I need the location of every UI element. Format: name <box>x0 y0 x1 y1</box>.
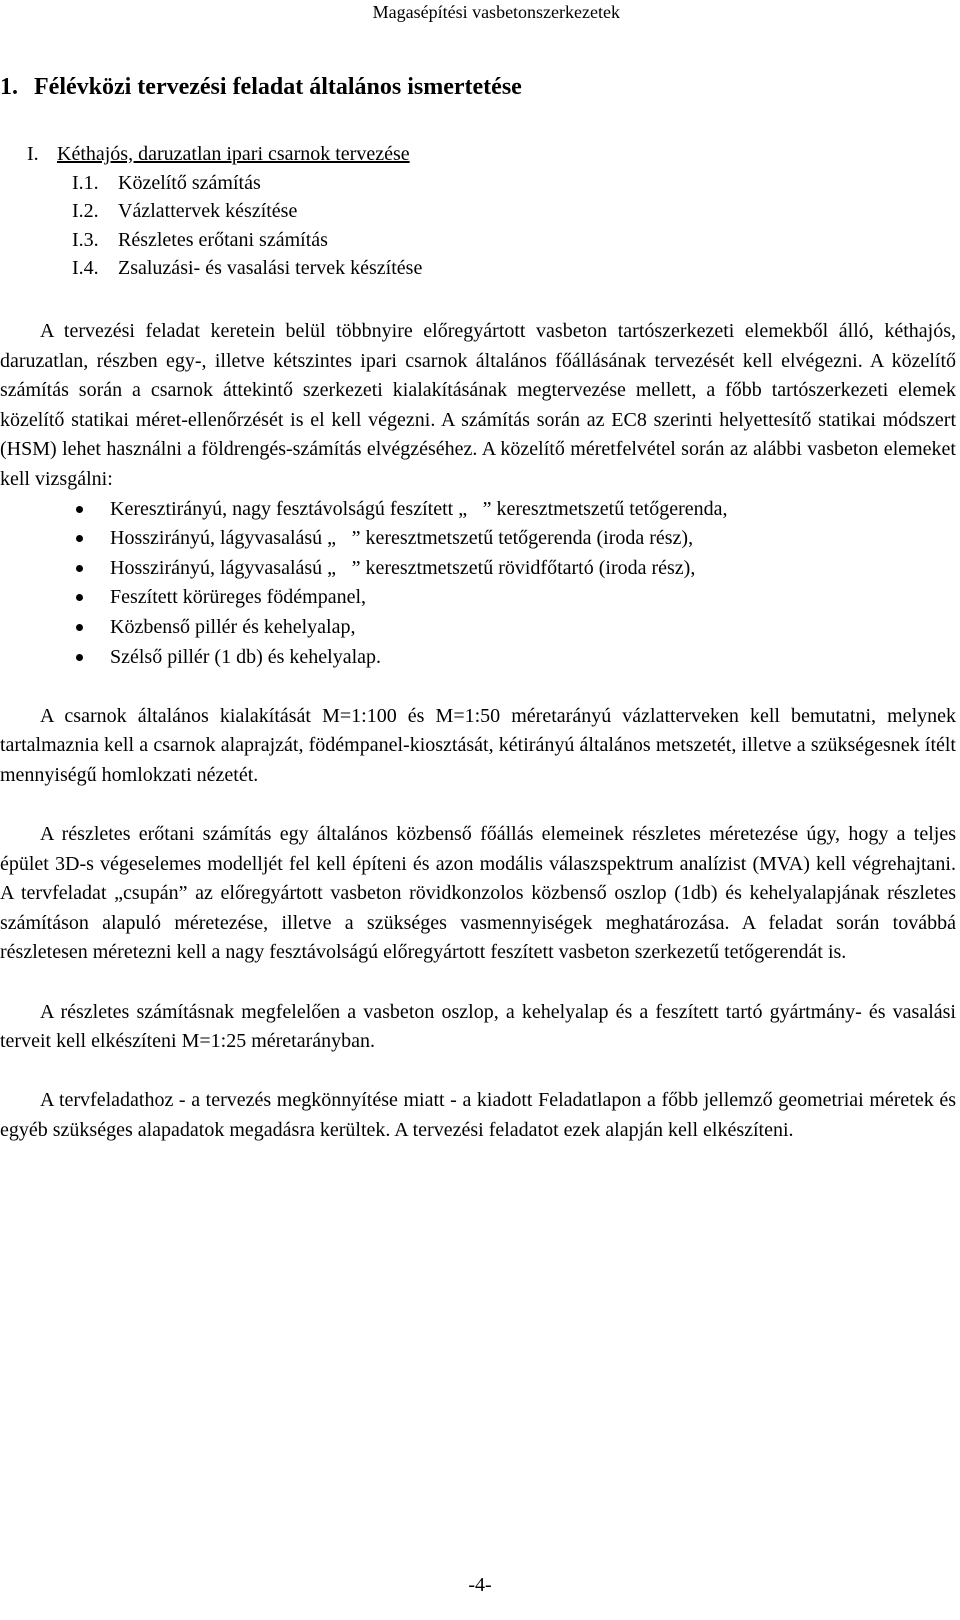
outline-item-label: I.4. <box>72 257 99 279</box>
paragraph: A csarnok általános kialakítását M=1:100 és M=1:50 méretarányú vázlatterveken kell bemutatni, melynek tartalmaznia kell a csarnok alaprajzát, födémpanel-kiosztását, kétirányú általános metszetét, illetve a szükségesnek ítélt mennyiségű homlokzati nézetét. <box>0 704 956 786</box>
outline-item <box>27 169 422 198</box>
bullet-icon <box>76 506 83 513</box>
list-item-text: Szélső pillér (1 db) és kehelyalap. <box>110 645 382 668</box>
page-number: -4- <box>468 1574 492 1596</box>
outline-item-text: Részletes erőtani számítás <box>118 228 328 251</box>
paragraph: A részletes számításnak megfelelően a vasbeton oszlop, a kehelyalap és a feszített tartó gyártmány- és vasalási terveit kell elkészíteni M=1:25 méretarányban. <box>0 1000 956 1053</box>
element-list <box>0 495 956 673</box>
bullet-icon <box>76 594 83 601</box>
bullet-icon <box>76 654 83 661</box>
paragraph: A részletes erőtani számítás egy általános közbenső főállás elemeinek részletes méretezése úgy, hogy a teljes épület 3D-s végeselemes modelljét fel kell építeni és azon modális válaszspektrum analízist (MVA) kell végrehajtani. A tervfeladat „csupán” az előregyártott vasbeton rövidkonzolos közbenső oszlop (1db) és kehelyalapjának részletes számításon alapuló méretezése, illetve a szükséges vasmennyiségek meghatározása. A feladat során továbbá részletesen méretezni kell a nagy fesztávolságú előregyártott feszített vasbeton szerkezetű tetőgerendát is. <box>0 823 956 964</box>
section-number: 1. <box>0 74 18 100</box>
outline-item-text: Kéthajós, daruzatlan ipari csarnok tervezése <box>57 143 410 165</box>
outline-item <box>27 140 422 169</box>
outline-item-label: I.1. <box>72 171 99 194</box>
bullet-icon <box>76 565 83 572</box>
paragraph: A tervezési feladat keretein belül többnyire előregyártott vasbeton tartószerkezeti elemekből álló, kéthajós, daruzatlan, részben egy-, illetve kétszintes ipari csarnok általános főállásának tervezését kell elvégezni. A közelítő számítás során a csarnok áttekintő szerkezeti kialakításának megtervezése mellett, a főbb tartószerkezeti elemek közelítő statikai méret-ellenőrzését is el kell végezni. A számítás során az EC8 szerinti helyettesítő statikai módszert (HSM) lehet használni a földrengés-számítás elvégzéséhez. A közelítő méretfelvétel során az alábbi vasbeton elemeket kell vizsgálni: <box>0 320 956 490</box>
outline-item-label: I.3. <box>72 228 99 251</box>
list-item-text: Keresztirányú, nagy fesztávolságú feszített „ ” keresztmetszetű tetőgerenda, <box>110 497 717 520</box>
section-title: Félévközi tervezési feladat általános ismertetése <box>34 74 522 100</box>
list-item <box>0 554 956 584</box>
list-item-text: Közbenső pillér és kehelyalap, <box>110 615 356 638</box>
list-item-text: Hosszirányú, lágyvasalású „ ” keresztmetszetű tetőgerenda (iroda rész), <box>110 527 683 550</box>
outline-item <box>27 197 422 226</box>
list-item-text: Hosszirányú, lágyvasalású „ ” keresztmetszetű rövidfőtartó (iroda rész), <box>110 556 685 579</box>
outline-item <box>27 254 422 283</box>
bullet-icon <box>76 624 83 631</box>
list-item <box>0 583 956 613</box>
section-heading <box>0 74 522 101</box>
list-item <box>0 495 956 525</box>
paragraph: A tervfeladathoz - a tervezés megkönnyítése miatt - a kiadott Feladatlapon a főbb jellemző geometriai méretek és egyéb szükséges alapadatok megadásra kerültek. A tervezési feladatot ezek alapján kell elkészíteni. <box>0 1089 956 1142</box>
list-item <box>0 643 956 673</box>
body-text <box>0 317 956 1146</box>
list-item <box>0 613 956 643</box>
outline-item <box>27 226 422 255</box>
outline-item-text: Zsaluzási- és vasalási tervek készítése <box>118 257 423 279</box>
outline-item-label: I.2. <box>72 200 99 222</box>
running-header: Magasépítési vasbetonszerkezetek <box>372 2 620 22</box>
list-item <box>0 524 956 554</box>
outline-item-text: Vázlattervek készítése <box>118 200 298 222</box>
list-item-text: Feszített körüreges födémpanel, <box>110 586 367 609</box>
outline-item-label: I. <box>27 143 39 165</box>
outline-item-text: Közelítő számítás <box>118 171 261 194</box>
bullet-icon <box>76 535 83 542</box>
outline-list <box>27 140 422 283</box>
